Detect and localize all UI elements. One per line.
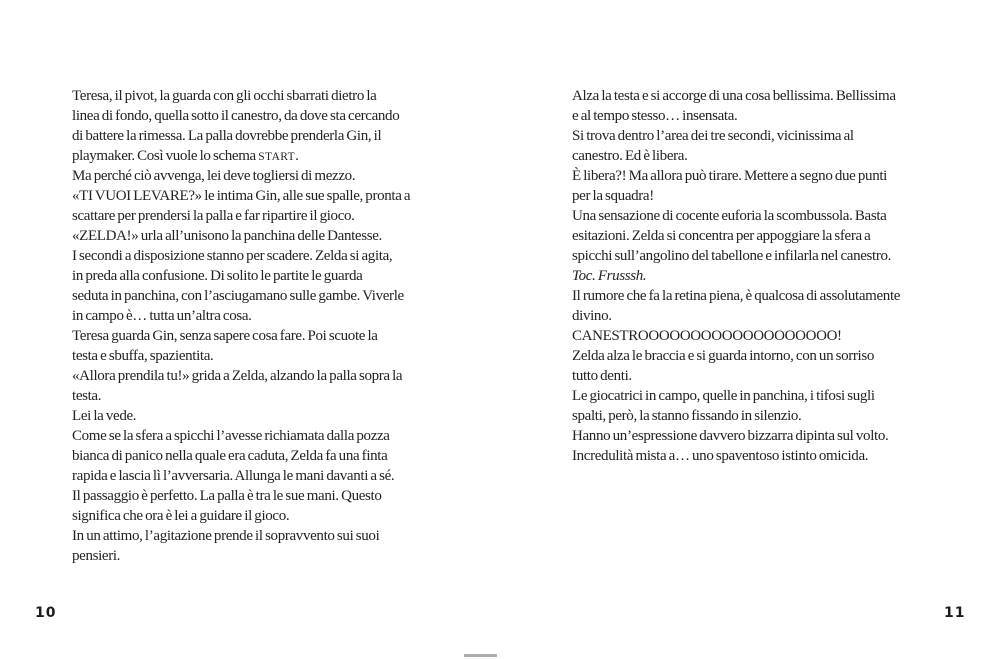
text-line: [72, 166, 432, 186]
text-segment: Incredulità mista a… uno spaventoso istinto omicida.: [572, 448, 869, 464]
text-segment: canestro. Ed è libera.: [572, 148, 688, 164]
text-segment: .: [295, 148, 299, 164]
text-segment: in preda alla confusione. Di solito le partite le guarda: [72, 268, 363, 284]
left-page-text: [72, 86, 432, 566]
text-segment: Hanno un’espressione davvero bizzarra dipinta sul volto.: [572, 428, 889, 444]
text-line: [572, 86, 934, 106]
text-line: [572, 126, 934, 146]
text-line: [572, 206, 934, 226]
text-line: [72, 206, 432, 226]
text-line: [72, 546, 432, 566]
text-line: [72, 186, 432, 206]
text-segment: Il rumore che fa la retina piena, è qualcosa di assolutamente: [572, 288, 901, 304]
text-line: [72, 126, 432, 146]
text-segment: tutto denti.: [572, 368, 632, 384]
text-segment-italic: Toc. Frusssh.: [572, 268, 647, 284]
text-segment: «TI VUOI LEVARE?» le intima Gin, alle sue spalle, pronta a: [72, 188, 411, 204]
text-line: [72, 366, 432, 386]
text-line: [572, 146, 934, 166]
text-segment: «Allora prendila tu!» grida a Zelda, alzando la palla sopra la: [72, 368, 403, 384]
text-segment: testa.: [72, 388, 102, 404]
text-line: [572, 306, 934, 326]
text-segment: Lei la vede.: [72, 408, 137, 424]
text-line: [72, 466, 432, 486]
text-segment: pensieri.: [72, 548, 121, 564]
text-segment: Alza la testa e si accorge di una cosa bellissima. Bellissima: [572, 88, 896, 104]
text-line: [72, 286, 432, 306]
page-number-right: 11: [944, 605, 966, 621]
text-line: [572, 446, 934, 466]
text-segment: Come se la sfera a spicchi l’avesse richiamata dalla pozza: [72, 428, 390, 444]
text-segment: Il passaggio è perfetto. La palla è tra le sue mani. Questo: [72, 488, 382, 504]
text-segment: bianca di panico nella quale era caduta, Zelda fa una finta: [72, 448, 388, 464]
text-segment: I secondi a disposizione stanno per scadere. Zelda si agita,: [72, 248, 393, 264]
text-segment: testa e sbuffa, spazientita.: [72, 348, 214, 364]
text-line: [572, 106, 934, 126]
text-line: [72, 306, 432, 326]
bottom-divider-mark: [464, 654, 497, 657]
text-segment: rapida e lascia lì l’avversaria. Allunga le mani davanti a sé.: [72, 468, 395, 484]
text-line: [72, 146, 432, 166]
text-line: [72, 326, 432, 346]
text-line: [572, 266, 934, 286]
text-segment: scattare per prendersi la palla e far ripartire il gioco.: [72, 208, 355, 224]
text-segment: spalti, però, la stanno fissando in silenzio.: [572, 408, 802, 424]
text-segment: e al tempo stesso… insensata.: [572, 108, 738, 124]
text-segment: Una sensazione di cocente euforia la scombussola. Basta: [572, 208, 887, 224]
text-line: [72, 386, 432, 406]
text-line: [72, 246, 432, 266]
text-line: [572, 226, 934, 246]
text-line: [572, 246, 934, 266]
text-line: [72, 426, 432, 446]
text-segment: di battere la rimessa. La palla dovrebbe prenderla Gin, il: [72, 128, 382, 144]
text-line: [72, 486, 432, 506]
text-segment: Teresa guarda Gin, senza sapere cosa fare. Poi scuote la: [72, 328, 378, 344]
text-line: [72, 526, 432, 546]
text-segment: È libera?! Ma allora può tirare. Mettere a segno due punti: [572, 168, 887, 184]
text-segment: «ZELDA!» urla all’unisono la panchina delle Dantesse.: [72, 228, 382, 244]
text-line: [72, 346, 432, 366]
text-segment: linea di fondo, quella sotto il canestro, da dove sta cercando: [72, 108, 400, 124]
text-line: [572, 366, 934, 386]
text-segment: esitazioni. Zelda si concentra per appoggiare la sfera a: [572, 228, 871, 244]
text-line: [572, 286, 934, 306]
text-segment: divino.: [572, 308, 612, 324]
text-line: [72, 506, 432, 526]
text-segment: spicchi sull’angolino del tabellone e infilarla nel canestro.: [572, 248, 892, 264]
text-line: [72, 226, 432, 246]
text-line: [572, 346, 934, 366]
text-line: [572, 386, 934, 406]
text-line: [572, 166, 934, 186]
text-segment: Si trova dentro l’area dei tre secondi, vicinissima al: [572, 128, 854, 144]
text-line: [72, 86, 432, 106]
text-segment: Le giocatrici in campo, quelle in panchina, i tifosi sugli: [572, 388, 875, 404]
page-number-left: 10: [35, 605, 57, 621]
text-segment: Ma perché ciò avvenga, lei deve togliersi di mezzo.: [72, 168, 356, 184]
text-segment: in campo è… tutta un’altra cosa.: [72, 308, 252, 324]
text-line: [572, 186, 934, 206]
text-segment: CANESTROOOOOOOOOOOOOOOOOOO!: [572, 328, 842, 344]
text-segment: Zelda alza le braccia e si guarda intorno, con un sorriso: [572, 348, 874, 364]
text-segment: per la squadra!: [572, 188, 654, 204]
text-segment: In un attimo, l’agitazione prende il sopravvento sui suoi: [72, 528, 380, 544]
text-line: [572, 426, 934, 446]
text-segment-smallcaps: START: [258, 151, 296, 163]
text-line: [572, 406, 934, 426]
text-line: [72, 446, 432, 466]
text-line: [72, 406, 432, 426]
text-segment: Teresa, il pivot, la guarda con gli occhi sbarrati dietro la: [72, 88, 377, 104]
text-line: [72, 266, 432, 286]
text-segment: playmaker. Così vuole lo schema: [72, 148, 259, 164]
text-segment: significa che ora è lei a guidare il gioco.: [72, 508, 290, 524]
text-line: [72, 106, 432, 126]
text-segment: seduta in panchina, con l’asciugamano sulle gambe. Viverle: [72, 288, 404, 304]
text-line: [572, 326, 934, 346]
right-page-text: [572, 86, 934, 466]
